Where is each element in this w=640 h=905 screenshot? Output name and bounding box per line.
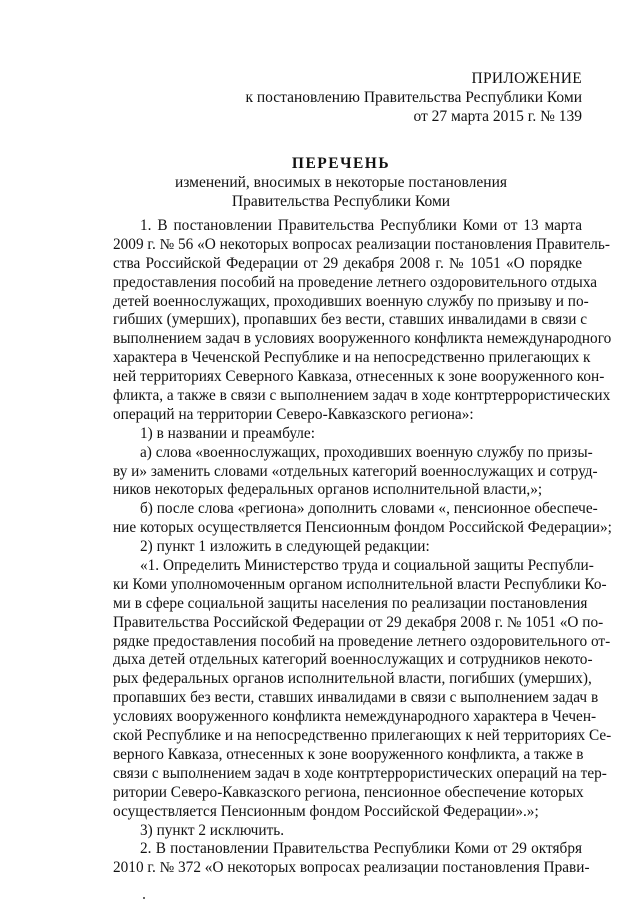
document-body: [113, 217, 612, 878]
title-subtitle-2: Правительства Республики Коми: [231, 193, 451, 210]
text-line: Правительства Российской Федерации от 29 декабря 2008 г. № 1051 «О по-: [113, 613, 604, 631]
title-heading: ПЕРЕЧЕНЬ: [291, 155, 391, 172]
text-line: характера в Чеченской Республике и на непосредственно прилегающих к: [113, 349, 591, 367]
text-line: «1. Определить Министерство труда и социальной защиты Республи-: [140, 557, 594, 575]
text-line: а) слова «военнослужащих, проходивших военную службу по призы-: [140, 443, 593, 461]
scan-speck: [143, 897, 145, 899]
text-line: детей военнослужащих, проходивших военную службу по призыву и по-: [113, 292, 589, 310]
text-line: операций на территории Северо-Кавказского региона»:: [113, 405, 474, 423]
text-line: верного Кавказа, отнесенных к зоне вооруженного конфликта, а также в: [113, 745, 584, 763]
document-title: [100, 154, 582, 211]
text-line: 2) пункт 1 изложить в следующей редакции:: [140, 538, 430, 556]
text-line: ства Российской Федерации от 29 декабря 2008 г. № 1051 «О порядке: [113, 254, 582, 272]
text-line: выполнением задач в условиях вооруженного конфликта немеждународного: [113, 330, 612, 348]
appendix-reference: к постановлению Правительства Республики Коми: [245, 89, 582, 106]
appendix-heading: ПРИЛОЖЕНИЕ: [471, 70, 582, 87]
text-line: осуществляется Пенсионным фондом Российской Федерации».»;: [113, 802, 539, 820]
title-subtitle-1: изменений, вносимых в некоторые постановления: [174, 174, 507, 191]
text-line: ритории Северо-Кавказского региона, пенсионное обеспечение которых: [113, 783, 584, 801]
text-line: ки Коми уполномоченным органом исполнительной власти Республики Ко-: [113, 575, 607, 593]
text-line: предоставления пособий на проведение летнего оздоровительного отдыха: [113, 273, 598, 291]
text-line: дыха детей отдельных категорий военнослужащих и сотрудников некото-: [113, 651, 593, 669]
text-line: рядке предоставления пособий на проведение летнего оздоровительного от-: [113, 632, 611, 650]
text-line: фликта, а также в связи с выполнением задач в ходе контртеррористических: [113, 387, 611, 405]
text-line: гибших (умерших), пропавших без вести, ставших инвалидами в связи с: [113, 311, 588, 329]
text-line: пропавших без вести, ставших инвалидами в связи с выполнением задач в: [113, 689, 599, 707]
text-line: 2010 г. № 372 «О некоторых вопросах реализации постановления Прави-: [113, 859, 590, 877]
text-line: б) после слова «региона» дополнить словами «, пенсионное обеспече-: [140, 500, 598, 518]
text-line: 1. В постановлении Правительства Республики Коми от 13 марта: [140, 217, 582, 234]
text-line: ней территориях Северного Кавказа, отнесенных к зоне вооруженного кон-: [113, 368, 605, 386]
text-line: условиях вооруженного конфликта немеждународного характера в Чечен-: [113, 708, 597, 726]
text-line: ников некоторых федеральных органов исполнительной власти,»;: [113, 481, 543, 499]
text-line: ву и» заменить словами «отдельных категорий военнослужащих и сотруд-: [113, 462, 598, 480]
text-line: 3) пункт 2 исключить.: [140, 821, 285, 839]
text-line: 1) в названии и преамбуле:: [140, 424, 315, 442]
text-line: 2009 г. № 56 «О некоторых вопросах реализации постановления Правитель-: [113, 235, 610, 253]
text-line: связи с выполнением задач в ходе контртеррористических операций на тер-: [113, 764, 607, 782]
text-line: 2. В постановлении Правительства Республики Коми от 29 октября: [140, 840, 582, 858]
text-line: ской Республике и на непосредственно прилегающих к ней территориях Се-: [113, 727, 612, 745]
text-line: ние которых осуществляется Пенсионным фондом Российской Федерации»;: [113, 519, 612, 537]
text-line: рых федеральных органов исполнительной власти, погибших (умерших),: [113, 670, 592, 688]
text-line: ми в сфере социальной защиты населения по реализации постановления: [113, 594, 588, 612]
appendix-date: от 27 марта 2015 г. № 139: [413, 108, 582, 125]
appendix-block: [222, 69, 582, 126]
